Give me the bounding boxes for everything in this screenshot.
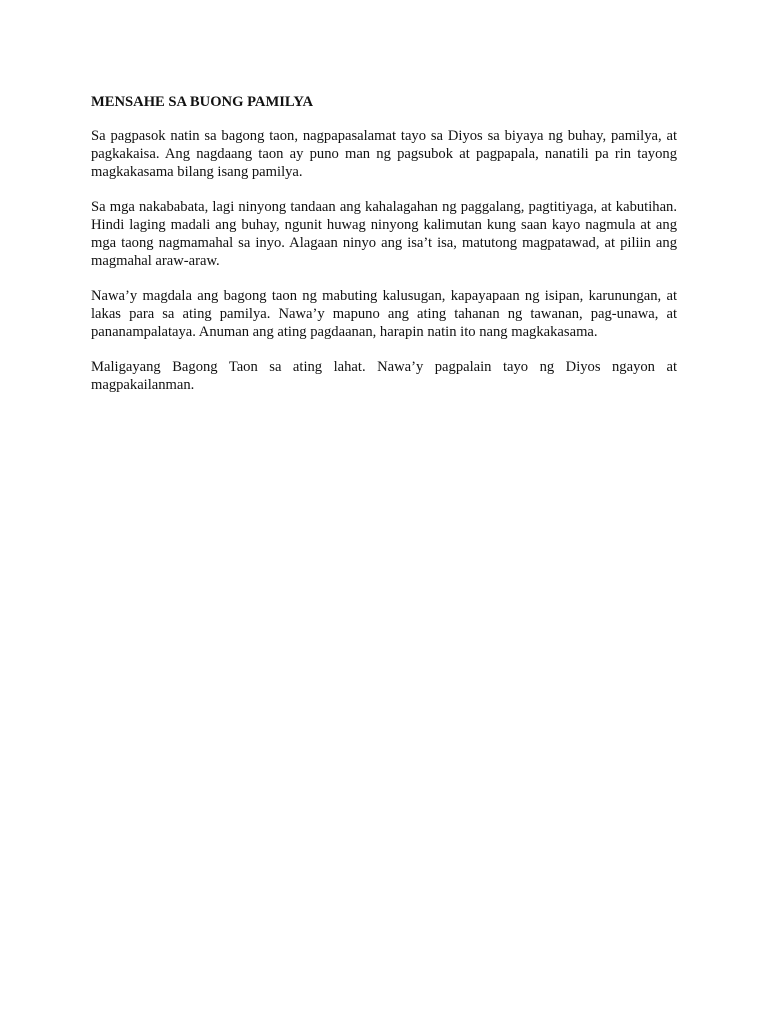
paragraph-youth: Sa mga nakababata, lagi ninyong tandaan ang kahalagahan ng paggalang, pagtitiyaga, at kabutihan. Hindi laging madali ang buhay, ngunit huwag ninyong kalimutan kung saan kayo nagmula at ang mga taong nagmamahal sa inyo. Alagaan ninyo ang isa’t isa, matutong magpatawad, at piliin ang magmahal araw-araw. [91, 199, 677, 269]
paragraph-gratitude: Sa pagpasok natin sa bagong taon, nagpapasalamat tayo sa Diyos sa biyaya ng buhay, pamilya, at pagkakaisa. Ang nagdaang taon ay puno man ng pagsubok at pagpapala, nanatili pa rin tayong magkakasama bilang isang pamilya. [91, 128, 677, 180]
document-title: MENSAHE SA BUONG PAMILYA [91, 94, 314, 110]
paragraph-greeting: Maligayang Bagong Taon sa ating lahat. Nawa’y pagpalain tayo ng Diyos ngayon at magpakailanman. [91, 359, 677, 393]
paragraph-wishes: Nawa’y magdala ang bagong taon ng mabuting kalusugan, kapayapaan ng isipan, karunungan, at lakas para sa ating pamilya. Nawa’y mapuno ang ating tahanan ng tawanan, pag-unawa, at pananampalataya. Anuman ang ating pagdaanan, harapin natin ito nang magkakasama. [91, 288, 677, 340]
